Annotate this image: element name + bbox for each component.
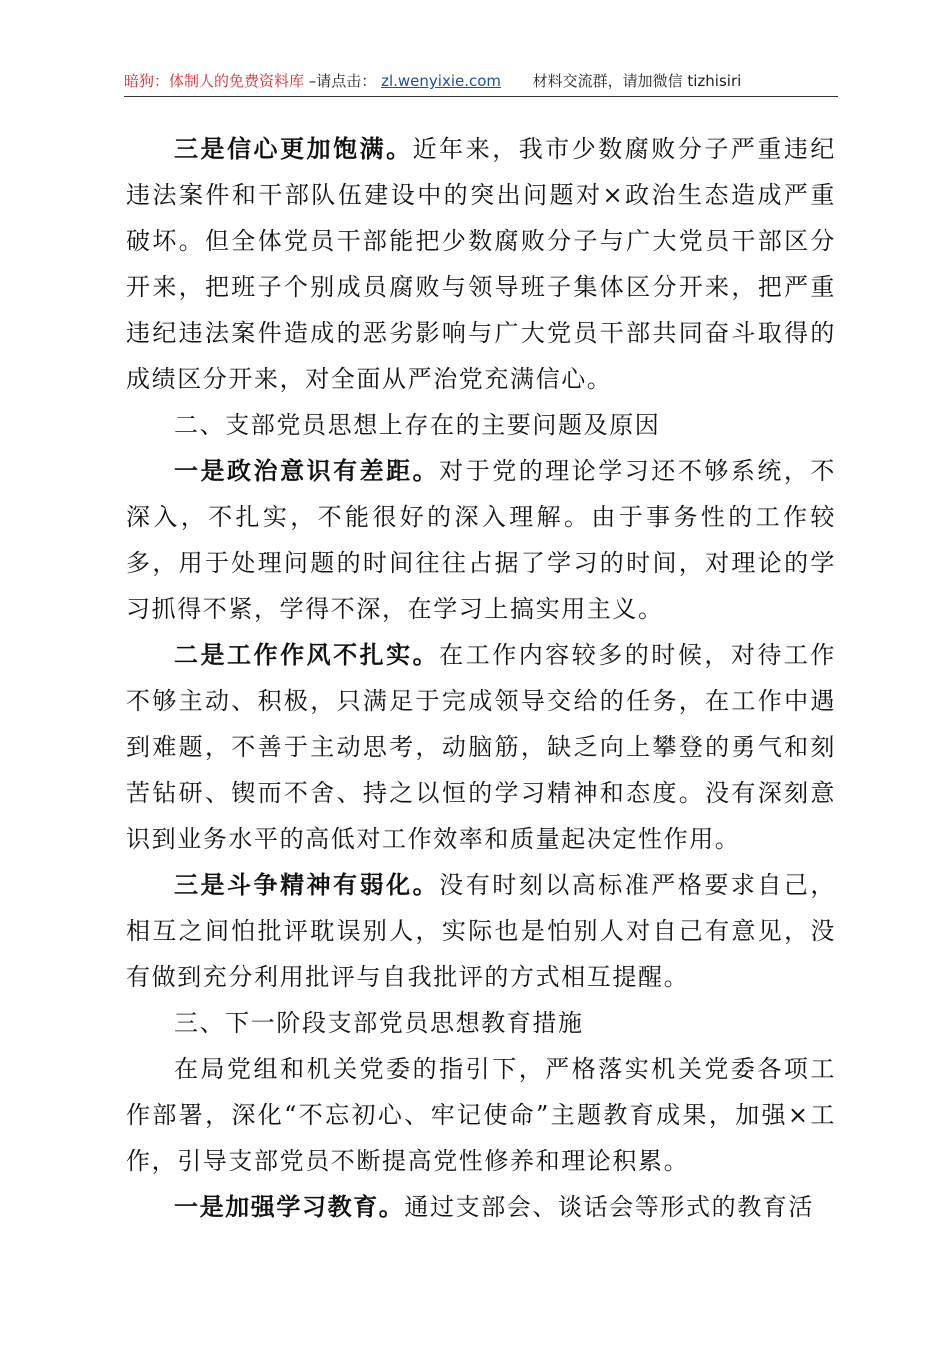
paragraph-confidence bbox=[126, 126, 836, 402]
paragraph-study-education bbox=[126, 1184, 836, 1230]
header-contact: 材料交流群，请加微信 tizhisiri bbox=[532, 72, 742, 90]
paragraph-lead: 一是加强学习教育。 bbox=[174, 1193, 405, 1221]
paragraph-lead: 三是信心更加饱满。 bbox=[174, 135, 413, 163]
paragraph-text: 对于党的理论学习还不够系统，不深入，不扎实，不能很好的深入理解。由于事务性的工作较多，用于处理问题的时间往往占据了学习的时间，对理论的学习抓得不紧，学得不深，在学习上搞实用主义。 bbox=[126, 457, 837, 623]
paragraph-text: 通过支部会、谈话会等形式的教育活 bbox=[404, 1193, 815, 1221]
paragraph-lead: 三是斗争精神有弱化。 bbox=[174, 871, 440, 899]
document-body bbox=[126, 126, 836, 1230]
paragraph-text: 没有时刻以高标准严格要求自己，相互之间怕批评耽误别人，实际也是怕别人对自己有意见，没有做到充分利用批评与自我批评的方式相互提醒。 bbox=[126, 871, 837, 991]
paragraph-text: 在工作内容较多的时候，对待工作不够主动、积极，只满足于完成领导交给的任务，在工作中遇到难题，不善于主动思考，动脑筋，缺乏向上攀登的勇气和刻苦钻研、锲而不舍、持之以恒的学习精神和态度。没有深刻意识到业务水平的高低对工作效率和质量起决定性作用。 bbox=[126, 641, 837, 853]
paragraph-political-awareness bbox=[126, 448, 836, 632]
paragraph-text: 近年来，我市少数腐败分子严重违纪违法案件和干部队伍建设中的突出问题对×政治生态造成严重破坏。但全体党员干部能把少数腐败分子与广大党员干部区分开来，把班子个别成员腐败与领导班子集体区分开来，把严重违纪违法案件造成的恶劣影响与广大党员干部共同奋斗取得的成绩区分开来，对全面从严治党充满信心。 bbox=[126, 135, 836, 393]
paragraph-fighting-spirit bbox=[126, 862, 836, 1000]
paragraph-guidance bbox=[126, 1046, 836, 1184]
paragraph-text: 在局党组和机关党委的指引下，严格落实机关党委各项工作部署，深化“不忘初心、牢记使命”主题教育成果，加强×工作，引导支部党员不断提高党性修养和理论积累。 bbox=[126, 1055, 836, 1175]
header-brand: 暗狗：体制人的免费资料库 bbox=[124, 72, 305, 90]
paragraph-lead: 二是工作作风不扎实。 bbox=[174, 641, 440, 669]
paragraph-lead: 一是政治意识有差距。 bbox=[174, 457, 440, 485]
header-url-link[interactable]: zl.wenyixie.com bbox=[381, 72, 502, 90]
section-heading-measures: 三、下一阶段支部党员思想教育措施 bbox=[174, 1009, 584, 1037]
paragraph-work-style bbox=[126, 632, 836, 862]
page-header bbox=[124, 66, 838, 97]
section-heading-problems: 二、支部党员思想上存在的主要问题及原因 bbox=[174, 411, 661, 439]
header-prompt: –请点击： bbox=[308, 72, 377, 90]
